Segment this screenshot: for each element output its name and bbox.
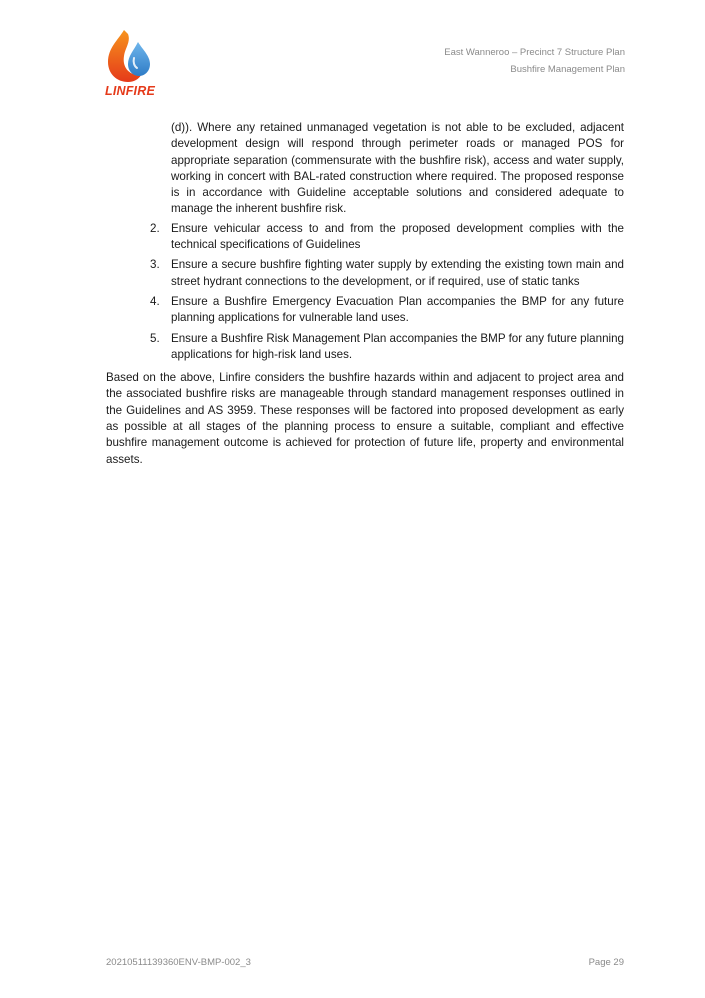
page-body — [106, 120, 624, 468]
header-document-title: Bushfire Management Plan — [510, 64, 625, 75]
footer-page-number: Page 29 — [588, 957, 624, 968]
list-item — [106, 294, 624, 327]
logo-wordmark: LINFIRE — [104, 84, 155, 98]
header-project-title: East Wanneroo – Precinct 7 Structure Plan — [444, 47, 625, 58]
footer-document-id: 20210511139360ENV-BMP-002_3 — [106, 957, 251, 968]
flame-drop-icon — [104, 28, 156, 84]
list-item-number: 5. — [150, 331, 160, 345]
list-item-text: Ensure a Bushfire Risk Management Plan accompanies the BMP for any future planning applications for high-risk land uses. — [171, 331, 624, 361]
list-item-text: Ensure vehicular access to and from the proposed development complies with the technical specifications of Guidelines — [171, 221, 624, 252]
summary-paragraph: Based on the above, Linfire considers the bushfire hazards within and adjacent to project area and the associated bushfire risks are manageable through standard management responses outlined in the Guidelines and AS 3959. These responses will be factored into proposed development as early as possible at all stages of the planning process to ensure a suitable, compliant and effective bushfire management outcome is achieved for protection of future life, property and environmental assets. — [106, 371, 624, 466]
list-item — [106, 221, 624, 254]
list-item-number: 2. — [150, 221, 160, 235]
list-item-number: 3. — [150, 258, 160, 272]
continued-paragraph: (d)). Where any retained unmanaged vegetation is not able to be excluded, adjacent development design will respond through perimeter roads or managed POS for appropriate separation (commensurate with the bushfire risk), access and water supply, working in concert with BAL-rated construction where required. The proposed response is in accordance with Guideline acceptable solutions and considered adequate to manage the inherent bushfire risk. — [171, 121, 624, 216]
list-item — [106, 257, 624, 290]
list-item — [106, 331, 624, 364]
list-item-text: Ensure a Bushfire Emergency Evacuation Plan accompanies the BMP for any future planning applications for vulnerable land uses. — [171, 294, 624, 325]
list-item-text: Ensure a secure bushfire fighting water supply by extending the existing town main and street hydrant connections to the development, or if required, use of static tanks — [171, 258, 624, 288]
action-list — [106, 221, 624, 363]
list-item-number: 4. — [150, 294, 160, 308]
linfire-logo — [104, 28, 156, 100]
running-header — [444, 44, 625, 78]
